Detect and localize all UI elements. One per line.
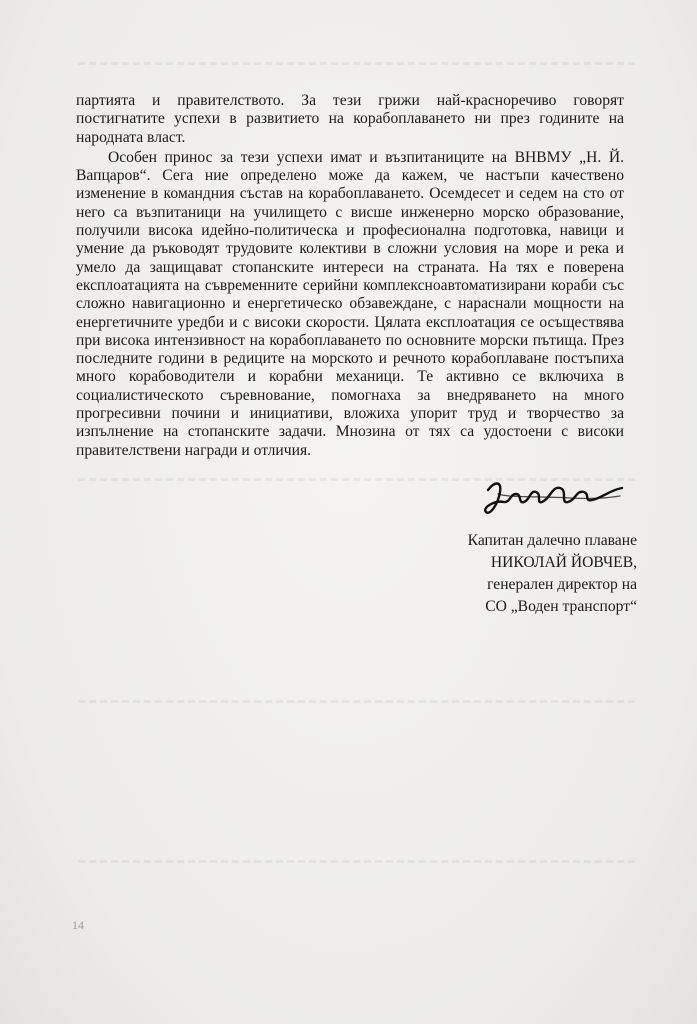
paragraph-2: Особен принос за тези успехи имат и възпитаниците на ВНВМУ „Н. Й. Вапцаров“. Сега ние определено може да кажем, че настъпи качествено изменение в командния състав на корабоплаването. Осемдесет и седем на сто от него са възпитаници на училището с висше инженерно морско образование, получили висока идейно-политическа и професионална подготовка, навици и умение да ръководят трудовите колективи в сложни условия на море и река и умело да защищават стопанските интереси на страната. На тях е поверена експлоатацията на съвременните серийни комплексноавтоматизирани кораби със сложно навигационно и енергетическо обзавеждане, с нараснали мощности на енергетичните уредби и с високи скорости. Цялата експлоатация се осъществява при висока интензивност на корабоплаването по основните морски пътища. През последните години в редиците на морското и речното корабоплаване постъпиха много корабоводители и корабни механици. Те активно се включиха в социалистическото съревнование, помогнаха за внедряването на много прогресивни почини и инициативи, вложиха упорит труд и творчество за изпълнение на стопанските задачи. Мнозина от тях са удостоени с високи правителствени награди и отличия. (76, 148, 624, 459)
body-text (76, 92, 624, 460)
signer-rank: Капитан далечно плаване (467, 532, 637, 549)
signature-block (317, 530, 637, 618)
page-number: 14 (72, 918, 84, 932)
signer-position: генерален директор на (487, 576, 637, 593)
bleed-through-line (78, 62, 638, 65)
signer-name: НИКОЛАЙ ЙОВЧЕВ, (490, 554, 637, 571)
bleed-through-line (78, 700, 638, 703)
paragraph-1: партията и правителството. За тези грижи най-красноречиво говорят постигнатите успехи в развитието на корабоплаването ни през годините на народната власт. (76, 92, 624, 146)
handwritten-signature (480, 472, 630, 524)
signer-organization: СО „Воден транспорт“ (485, 598, 637, 615)
bleed-through-line (78, 860, 638, 863)
